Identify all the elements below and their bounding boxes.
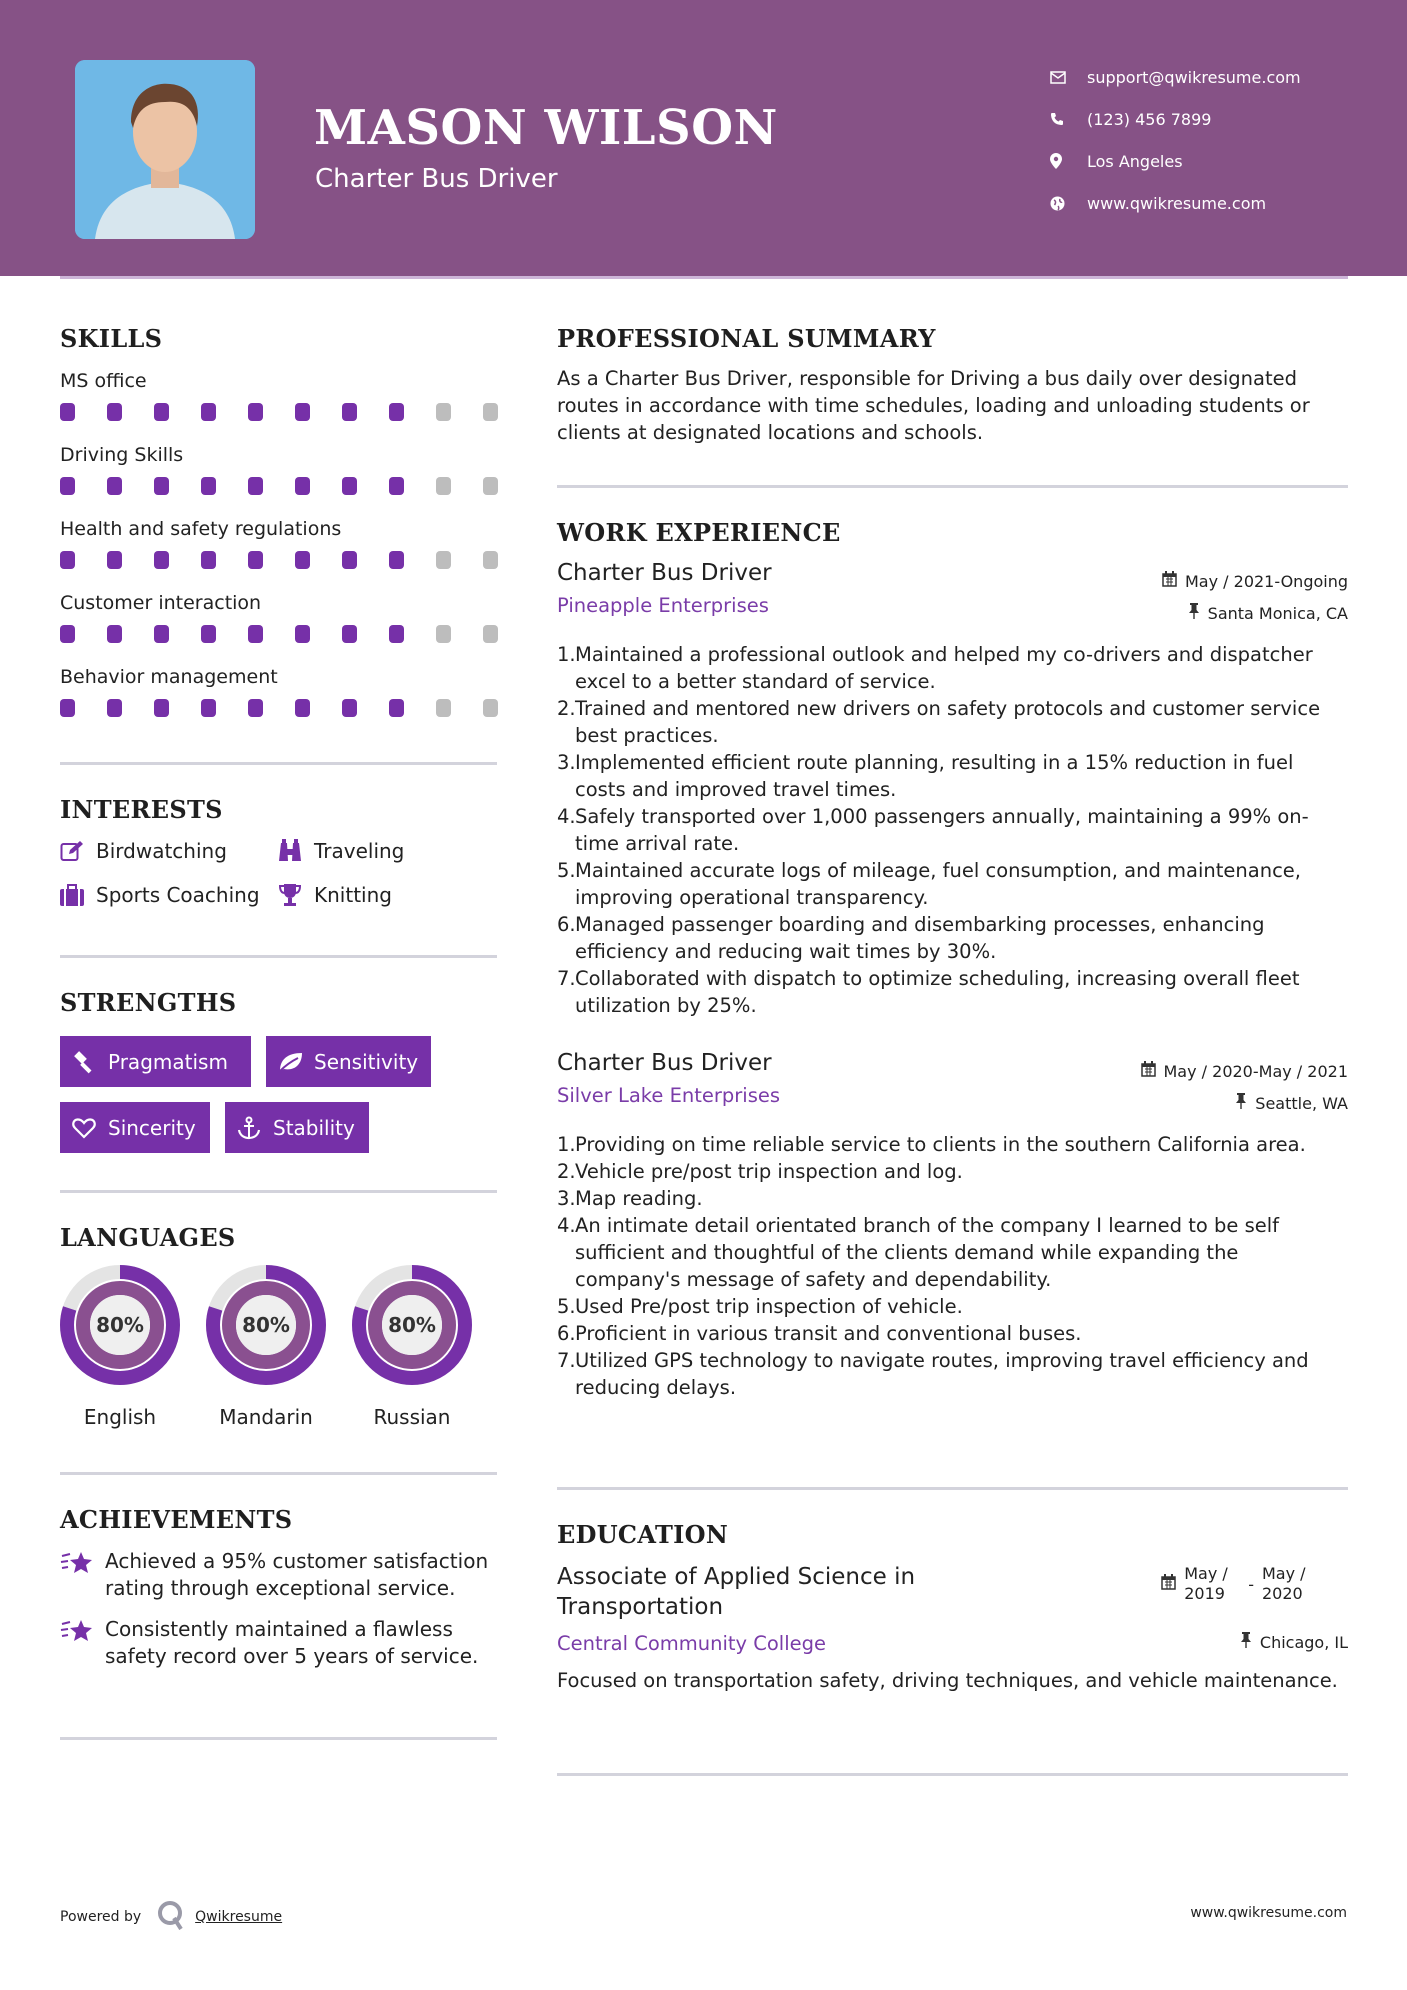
strength-chip: [225, 1102, 369, 1153]
briefcase-icon: [60, 884, 96, 906]
skill-item: [60, 365, 500, 439]
skill-rating: [60, 693, 500, 735]
qwikresume-logo-icon: [157, 1900, 185, 1934]
rating-dot-filled: [295, 477, 310, 495]
rating-dot-empty: [483, 403, 498, 421]
trophy-icon: [278, 883, 314, 907]
section-divider: [557, 485, 1348, 488]
rating-dot-filled: [248, 551, 263, 569]
header-divider: [60, 276, 1348, 279]
rating-dot-filled: [295, 551, 310, 569]
job-dates: May / 2021-Ongoing: [1162, 571, 1348, 591]
education-description: Focused on transportation safety, driving techniques, and vehicle maintenance.: [557, 1669, 1338, 1692]
rating-dot-empty: [436, 625, 451, 643]
interest-label: Sports Coaching: [96, 883, 260, 907]
interest-item: [278, 880, 498, 910]
rating-dot-filled: [295, 625, 310, 643]
job-dates: May / 2020-May / 2021: [1141, 1061, 1349, 1081]
language-percent: 80%: [242, 1313, 290, 1337]
rating-dot-empty: [436, 477, 451, 495]
rating-dot-filled: [154, 477, 169, 495]
contact-website[interactable]: [1050, 182, 1301, 224]
education-end: May / 2020: [1262, 1564, 1306, 1603]
section-divider: [557, 1773, 1348, 1776]
rating-dot-filled: [248, 699, 263, 717]
rating-dot-filled: [107, 625, 122, 643]
skill-rating: [60, 397, 500, 439]
summary-text: As a Charter Bus Driver, responsible for Driving a bus daily over designated routes in accordance with time schedules, loading and unloading students or clients at designated locations and schools.: [557, 367, 1310, 444]
envelope-icon: [1050, 71, 1087, 84]
job-bullet: 5. Maintained accurate logs of mileage, fuel consumption, and maintenance, improving operational transparency.: [557, 859, 1302, 909]
skill-rating: [60, 471, 500, 513]
strengths-list: [60, 1036, 520, 1168]
rating-dot-filled: [201, 403, 216, 421]
job-bullet: 1. Providing on time reliable service to clients in the southern California area.: [557, 1133, 1306, 1156]
rating-dot-filled: [248, 477, 263, 495]
skill-name: Customer interaction: [60, 592, 262, 614]
language-item: [352, 1265, 472, 1429]
rating-dot-filled: [389, 699, 404, 717]
interest-item: [60, 880, 278, 910]
language-percent: 80%: [388, 1313, 436, 1337]
calendar-icon: [1141, 1061, 1156, 1081]
rating-dot-filled: [60, 403, 75, 421]
education-location: Chicago, IL: [1240, 1632, 1348, 1652]
skills-title: SKILLS: [60, 324, 163, 353]
rating-dot-filled: [154, 625, 169, 643]
job-bullet: 6. Managed passenger boarding and disembarking processes, enhancing efficiency and reducing wait times by 30%.: [557, 913, 1265, 963]
skill-name: Behavior management: [60, 666, 278, 688]
language-percent: 80%: [96, 1313, 144, 1337]
footer-brand-link[interactable]: Qwikresume: [195, 1909, 283, 1925]
contact-phone[interactable]: [1050, 98, 1301, 140]
rating-dot-filled: [154, 551, 169, 569]
contact-email-text: support@qwikresume.com: [1087, 67, 1301, 87]
rating-dot-filled: [107, 551, 122, 569]
language-progress-ring: [352, 1265, 472, 1385]
rating-dot-filled: [389, 551, 404, 569]
candidate-role: Charter Bus Driver: [315, 164, 558, 194]
job-bullet: 3. Implemented efficient route planning, resulting in a 15% reduction in fuel costs and improved travel times.: [557, 751, 1294, 801]
rating-dot-filled: [107, 403, 122, 421]
calendar-icon: [1161, 1574, 1176, 1594]
education-start: May / 2019: [1184, 1564, 1228, 1603]
resume-header: [0, 0, 1407, 276]
pushpin-icon: [1240, 1632, 1252, 1652]
map-marker-icon: [1050, 153, 1087, 169]
contact-list: [1050, 56, 1301, 224]
edit-icon: [60, 840, 96, 862]
section-divider: [60, 1472, 497, 1475]
pushpin-icon: [1188, 603, 1200, 623]
rating-dot-filled: [60, 477, 75, 495]
rating-dot-filled: [201, 699, 216, 717]
interest-item: [278, 836, 498, 866]
job-bullet: 1. Maintained a professional outlook and helped my co-drivers and dispatcher excel to a better standard of service.: [557, 643, 1313, 693]
job-entry-header: [557, 1050, 1348, 1120]
section-divider: [60, 955, 497, 958]
job-bullet: 3. Map reading.: [557, 1187, 703, 1210]
achievements-title: ACHIEVEMENTS: [60, 1505, 293, 1534]
language-name: Russian: [373, 1405, 451, 1429]
job-location: Seattle, WA: [1235, 1093, 1348, 1113]
education-degree: Associate of Applied Science in Transportation: [557, 1564, 916, 1620]
shooting-star-icon: [60, 1548, 105, 1602]
experience-title: WORK EXPERIENCE: [557, 518, 841, 547]
rating-dot-empty: [436, 699, 451, 717]
contact-location: [1050, 140, 1301, 182]
job-company: Silver Lake Enterprises: [557, 1084, 781, 1107]
heart-icon: [72, 1117, 108, 1139]
strength-label: Stability: [273, 1115, 355, 1140]
contact-phone-text: (123) 456 7899: [1087, 109, 1212, 129]
job-bullet: 4. An intimate detail orientated branch of the company I learned to be self sufficient and thoughtful of the clients demand while expanding the company's message of safety and dependability.: [557, 1214, 1280, 1291]
rating-dot-filled: [201, 551, 216, 569]
education-dates: [1161, 1564, 1310, 1604]
summary-title: PROFESSIONAL SUMMARY: [557, 324, 936, 353]
rating-dot-filled: [389, 625, 404, 643]
skill-name: MS office: [60, 370, 147, 392]
achievement-item: [60, 1616, 510, 1670]
language-progress-ring: [206, 1265, 326, 1385]
globe-icon: [1050, 196, 1087, 211]
strength-chip: [60, 1036, 251, 1087]
rating-dot-filled: [342, 625, 357, 643]
job-bullet: 2. Vehicle pre/post trip inspection and log.: [557, 1160, 963, 1183]
skill-item: [60, 661, 500, 735]
job-title: Charter Bus Driver: [557, 560, 772, 586]
job-title: Charter Bus Driver: [557, 1050, 772, 1076]
rating-dot-empty: [436, 551, 451, 569]
rating-dot-filled: [107, 477, 122, 495]
achievement-item: [60, 1548, 510, 1602]
education-entry: [557, 1562, 1348, 1732]
rating-dot-filled: [342, 477, 357, 495]
job-bullet: 5. Used Pre/post trip inspection of vehicle.: [557, 1295, 963, 1318]
rating-dot-filled: [154, 699, 169, 717]
language-name: Mandarin: [219, 1405, 313, 1429]
job-company: Pineapple Enterprises: [557, 594, 769, 617]
job-bullet: 2. Trained and mentored new drivers on safety protocols and customer service best practices.: [557, 697, 1321, 747]
rating-dot-filled: [248, 625, 263, 643]
rating-dot-filled: [295, 403, 310, 421]
rating-dot-filled: [107, 699, 122, 717]
footer-powered-by: Powered by Qwikresume: [60, 1900, 282, 1934]
anchor-icon: [237, 1116, 273, 1140]
rating-dot-filled: [342, 403, 357, 421]
rating-dot-filled: [60, 551, 75, 569]
rating-dot-filled: [248, 403, 263, 421]
skill-rating: [60, 545, 500, 587]
shooting-star-icon: [60, 1616, 105, 1670]
strength-chip: [60, 1102, 210, 1153]
job-location: Santa Monica, CA: [1188, 603, 1348, 623]
strength-label: Sensitivity: [314, 1049, 419, 1074]
rating-dot-filled: [201, 477, 216, 495]
achievement-text: Consistently maintained a flawless safety record over 5 years of service.: [105, 1617, 479, 1668]
rating-dot-filled: [389, 403, 404, 421]
job-bullet: 7. Collaborated with dispatch to optimize scheduling, increasing overall fleet utilization by 25%.: [557, 967, 1300, 1017]
date-separator: -: [1248, 1574, 1254, 1594]
skill-rating: [60, 619, 500, 661]
rating-dot-filled: [389, 477, 404, 495]
languages-list: [60, 1265, 472, 1429]
contact-email[interactable]: [1050, 56, 1301, 98]
interest-label: Knitting: [314, 883, 392, 907]
skills-list: [60, 365, 500, 735]
job-bullets: [557, 1131, 1348, 1401]
interests-list: [60, 836, 520, 910]
section-divider: [60, 1190, 497, 1193]
interest-item: [60, 836, 278, 866]
phone-icon: [1050, 112, 1087, 126]
rating-dot-filled: [60, 625, 75, 643]
rating-dot-filled: [342, 551, 357, 569]
section-divider: [557, 1487, 1348, 1490]
interests-title: INTERESTS: [60, 795, 223, 824]
footer-website[interactable]: www.qwikresume.com: [1190, 1905, 1347, 1921]
rating-dot-filled: [295, 699, 310, 717]
language-item: [206, 1265, 326, 1429]
language-progress-ring: [60, 1265, 180, 1385]
job-bullets: [557, 641, 1348, 1019]
rating-dot-filled: [201, 625, 216, 643]
strengths-title: STRENGTHS: [60, 988, 237, 1017]
profile-photo: [75, 60, 255, 239]
language-name: English: [83, 1405, 157, 1429]
candidate-name: MASON WILSON: [314, 100, 778, 156]
language-item: [60, 1265, 180, 1429]
contact-location-text: Los Angeles: [1087, 151, 1183, 171]
section-divider: [60, 762, 497, 765]
gavel-icon: [72, 1050, 108, 1074]
achievement-text: Achieved a 95% customer satisfaction rating through exceptional service.: [105, 1549, 489, 1600]
skill-item: [60, 439, 500, 513]
languages-title: LANGUAGES: [60, 1223, 236, 1252]
calendar-icon: [1162, 571, 1177, 591]
rating-dot-filled: [60, 699, 75, 717]
rating-dot-filled: [154, 403, 169, 421]
interest-label: Traveling: [314, 839, 405, 863]
skill-item: [60, 513, 500, 587]
job-entry-header: [557, 560, 1348, 630]
rating-dot-empty: [436, 403, 451, 421]
rating-dot-empty: [483, 699, 498, 717]
pushpin-icon: [1235, 1093, 1247, 1113]
achievements-list: [60, 1548, 510, 1684]
rating-dot-filled: [342, 699, 357, 717]
job-bullet: 4. Safely transported over 1,000 passengers annually, maintaining a 99% on-time arrival rate.: [557, 805, 1309, 855]
binoculars-icon: [278, 839, 314, 863]
strength-label: Sincerity: [108, 1115, 196, 1140]
skill-name: Driving Skills: [60, 444, 184, 466]
leaf-icon: [278, 1051, 314, 1073]
contact-website-text: www.qwikresume.com: [1087, 193, 1267, 213]
strength-label: Pragmatism: [108, 1049, 228, 1074]
rating-dot-empty: [483, 551, 498, 569]
section-divider: [60, 1737, 497, 1740]
skill-name: Health and safety regulations: [60, 518, 342, 540]
rating-dot-empty: [483, 625, 498, 643]
interest-label: Birdwatching: [96, 839, 227, 863]
skill-item: [60, 587, 500, 661]
education-school: Central Community College: [557, 1632, 827, 1655]
strength-chip: [266, 1036, 431, 1087]
rating-dot-empty: [483, 477, 498, 495]
job-bullet: 6. Proficient in various transit and conventional buses.: [557, 1322, 1082, 1345]
job-bullet: 7. Utilized GPS technology to navigate routes, improving travel efficiency and reducing delays.: [557, 1349, 1309, 1399]
education-title: EDUCATION: [557, 1520, 729, 1549]
